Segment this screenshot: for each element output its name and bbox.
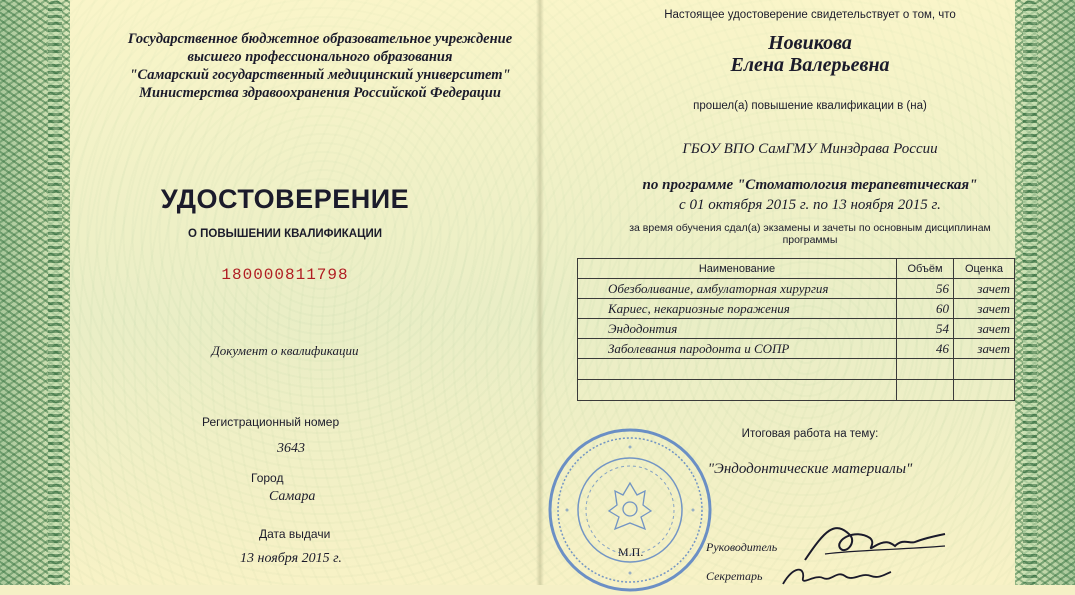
exams-text xyxy=(560,222,1060,246)
training-institution: ГБОУ ВПО СамГМУ Минздрава России xyxy=(682,141,938,157)
intro-text: Настоящее удостоверение свидетельствует о том, что xyxy=(664,9,956,21)
table-row xyxy=(578,279,1015,299)
table-header-row xyxy=(578,259,1015,279)
certificate-number: 180000811798 xyxy=(221,266,349,284)
subject-volume: 56 xyxy=(897,279,954,299)
subject-grade: зачет xyxy=(954,279,1015,299)
training-dates: с 01 октября 2015 г. по 13 ноября 2015 г. xyxy=(679,197,941,213)
table-row-empty xyxy=(578,359,1015,380)
institution-block xyxy=(100,30,540,102)
exams-line-2: программы xyxy=(782,234,838,246)
reg-number-value: 3643 xyxy=(277,441,305,456)
holder-given-names: Елена Валерьевна xyxy=(730,54,890,76)
institution-line-1: Государственное бюджетное образовательное учреждение xyxy=(127,31,513,47)
passed-text: прошел(а) повышение квалификации в (на) xyxy=(693,100,927,112)
header-volume: Объём xyxy=(897,259,954,279)
program-name: по программе "Стоматология терапевтическая" xyxy=(642,177,978,193)
subject-grade: зачет xyxy=(954,319,1015,339)
final-work-topic: "Эндодонтические материалы" xyxy=(707,461,913,477)
subject-volume: 54 xyxy=(897,319,954,339)
head-label: Руководитель xyxy=(706,540,778,554)
issue-date-label: Дата выдачи xyxy=(259,527,331,541)
certificate-title: УДОСТОВЕРЕНИЕ xyxy=(160,184,410,214)
header-grade: Оценка xyxy=(954,259,1015,279)
subject-name: Эндодонтия xyxy=(578,319,897,339)
reg-number-label: Регистрационный номер xyxy=(202,415,340,429)
subject-grade: зачет xyxy=(954,299,1015,319)
issue-date-value: 13 ноября 2015 г. xyxy=(240,551,342,566)
table-row xyxy=(578,319,1015,339)
right-guilloche-border xyxy=(1015,0,1075,585)
exams-line-1: за время обучения сдал(а) экзамены и зачеты по основным дисциплинам xyxy=(629,222,991,234)
table-row xyxy=(578,339,1015,359)
subject-grade: зачет xyxy=(954,339,1015,359)
holder-surname: Новикова xyxy=(768,32,852,54)
institution-line-3: "Самарский государственный медицинский университет" xyxy=(129,67,511,83)
city-value: Самара xyxy=(269,489,316,504)
secretary-label: Секретарь xyxy=(706,569,763,583)
table-row xyxy=(578,299,1015,319)
subject-name: Заболевания пародонта и СОПР xyxy=(578,339,897,359)
certificate-subtitle: О ПОВЫШЕНИИ КВАЛИФИКАЦИИ xyxy=(187,228,383,240)
subject-name: Кариес, некариозные поражения xyxy=(578,299,897,319)
institution-line-4: Министерства здравоохранения Российской Федерации xyxy=(139,85,501,101)
holder-name xyxy=(560,32,1060,76)
grades-table xyxy=(577,258,1015,401)
table-row-empty xyxy=(578,380,1015,401)
document-label: Документ о квалификации xyxy=(211,343,359,358)
round-seal-stamp xyxy=(545,425,715,595)
left-guilloche-border xyxy=(0,0,70,585)
institution-line-2: высшего профессионального образования xyxy=(187,49,453,65)
seal-place-label: М.П. xyxy=(618,545,644,559)
subject-volume: 46 xyxy=(897,339,954,359)
subject-volume: 60 xyxy=(897,299,954,319)
subject-name: Обезболивание, амбулаторная хирургия xyxy=(578,279,897,299)
city-label: Город xyxy=(251,471,284,485)
final-work-label: Итоговая работа на тему: xyxy=(741,428,879,440)
secretary-signature xyxy=(775,560,895,590)
header-name: Наименование xyxy=(578,259,897,279)
